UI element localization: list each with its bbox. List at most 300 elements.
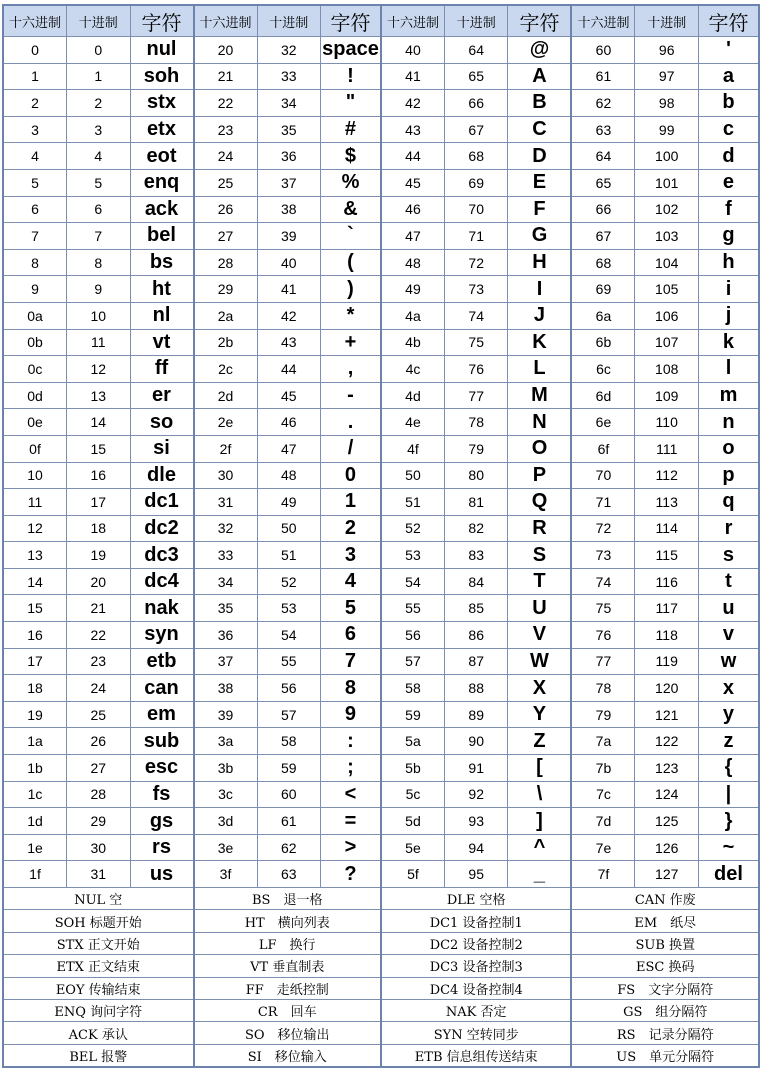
char-cell: | — [698, 781, 759, 808]
char-cell: can — [130, 675, 194, 702]
header-char: 字符 — [130, 5, 194, 37]
dec-cell: 50 — [257, 515, 321, 542]
hex-cell: 9 — [3, 276, 67, 303]
char-cell: em — [130, 701, 194, 728]
control-code-description: BEL 报警 — [3, 1044, 194, 1067]
dec-cell: 35 — [257, 116, 321, 143]
hex-cell: 26 — [194, 196, 258, 223]
char-cell: er — [130, 382, 194, 409]
dec-cell: 100 — [635, 143, 699, 170]
char-cell: nak — [130, 595, 194, 622]
dec-cell: 63 — [257, 861, 321, 888]
header-hex: 十六进制 — [571, 5, 635, 37]
char-cell: & — [321, 196, 381, 223]
hex-cell: 4b — [381, 329, 445, 356]
char-cell: ht — [130, 276, 194, 303]
hex-cell: 53 — [381, 542, 445, 569]
dec-cell: 110 — [635, 409, 699, 436]
dec-cell: 69 — [444, 169, 508, 196]
char-cell: V — [508, 622, 572, 649]
header-hex: 十六进制 — [194, 5, 258, 37]
hex-cell: 5 — [3, 169, 67, 196]
char-cell: L — [508, 356, 572, 383]
char-cell: ff — [130, 356, 194, 383]
char-cell: i — [698, 276, 759, 303]
hex-cell: 6 — [3, 196, 67, 223]
ascii-table — [2, 4, 760, 1068]
char-cell: . — [321, 409, 381, 436]
table-row — [3, 223, 759, 250]
hex-cell: 4 — [3, 143, 67, 170]
dec-cell: 58 — [257, 728, 321, 755]
char-cell: a — [698, 63, 759, 90]
table-row — [3, 169, 759, 196]
char-cell: s — [698, 542, 759, 569]
hex-cell: 5c — [381, 781, 445, 808]
dec-cell: 16 — [67, 462, 131, 489]
dec-cell: 25 — [67, 701, 131, 728]
char-cell: n — [698, 409, 759, 436]
hex-cell: 3c — [194, 781, 258, 808]
char-cell: z — [698, 728, 759, 755]
char-cell: g — [698, 223, 759, 250]
char-cell: ; — [321, 755, 381, 782]
hex-cell: 13 — [3, 542, 67, 569]
char-cell: q — [698, 489, 759, 516]
char-cell: j — [698, 302, 759, 329]
legend-row — [3, 1044, 759, 1067]
dec-cell: 1 — [67, 63, 131, 90]
hex-cell: 1f — [3, 861, 67, 888]
hex-cell: 32 — [194, 515, 258, 542]
dec-cell: 71 — [444, 223, 508, 250]
control-code-description: ACK 承认 — [3, 1022, 194, 1044]
hex-cell: 3f — [194, 861, 258, 888]
code-rows — [3, 37, 759, 888]
hex-cell: 2 — [3, 90, 67, 117]
char-cell: e — [698, 169, 759, 196]
table-row — [3, 249, 759, 276]
hex-cell: 7e — [571, 834, 635, 861]
hex-cell: 70 — [571, 462, 635, 489]
dec-cell: 53 — [257, 595, 321, 622]
hex-cell: 61 — [571, 63, 635, 90]
char-cell: I — [508, 276, 572, 303]
char-cell: = — [321, 808, 381, 835]
header-dec: 十进制 — [635, 5, 699, 37]
hex-cell: 44 — [381, 143, 445, 170]
hex-cell: 0b — [3, 329, 67, 356]
char-cell: m — [698, 382, 759, 409]
table-row — [3, 302, 759, 329]
hex-cell: 56 — [381, 622, 445, 649]
control-code-description: STX 正文开始 — [3, 932, 194, 954]
dec-cell: 122 — [635, 728, 699, 755]
hex-cell: 2d — [194, 382, 258, 409]
hex-cell: 6f — [571, 435, 635, 462]
char-cell: nl — [130, 302, 194, 329]
char-cell: us — [130, 861, 194, 888]
dec-cell: 57 — [257, 701, 321, 728]
hex-cell: 3 — [3, 116, 67, 143]
hex-cell: 17 — [3, 648, 67, 675]
hex-cell: 6e — [571, 409, 635, 436]
hex-cell: 64 — [571, 143, 635, 170]
dec-cell: 51 — [257, 542, 321, 569]
header-char: 字符 — [698, 5, 759, 37]
table-row — [3, 648, 759, 675]
legend-row — [3, 955, 759, 977]
dec-cell: 127 — [635, 861, 699, 888]
hex-cell: 5e — [381, 834, 445, 861]
char-cell: # — [321, 116, 381, 143]
char-cell: nul — [130, 37, 194, 64]
dec-cell: 77 — [444, 382, 508, 409]
char-cell: t — [698, 568, 759, 595]
dec-cell: 102 — [635, 196, 699, 223]
char-cell: / — [321, 435, 381, 462]
hex-cell: 67 — [571, 223, 635, 250]
dec-cell: 24 — [67, 675, 131, 702]
dec-cell: 60 — [257, 781, 321, 808]
control-code-description: FF 走纸控制 — [194, 977, 381, 999]
hex-cell: 1d — [3, 808, 67, 835]
char-cell: dc1 — [130, 489, 194, 516]
dec-cell: 119 — [635, 648, 699, 675]
dec-cell: 62 — [257, 834, 321, 861]
hex-cell: 25 — [194, 169, 258, 196]
hex-cell: 66 — [571, 196, 635, 223]
hex-cell: 63 — [571, 116, 635, 143]
hex-cell: 6c — [571, 356, 635, 383]
dec-cell: 59 — [257, 755, 321, 782]
hex-cell: 73 — [571, 542, 635, 569]
hex-cell: 0a — [3, 302, 67, 329]
control-code-description: BS 退一格 — [194, 888, 381, 910]
hex-cell: 20 — [194, 37, 258, 64]
char-cell: Z — [508, 728, 572, 755]
table-row — [3, 622, 759, 649]
char-cell: del — [698, 861, 759, 888]
control-code-description: SUB 换置 — [571, 932, 759, 954]
dec-cell: 81 — [444, 489, 508, 516]
hex-cell: 21 — [194, 63, 258, 90]
hex-cell: 43 — [381, 116, 445, 143]
table-row — [3, 435, 759, 462]
char-cell: 8 — [321, 675, 381, 702]
char-cell: F — [508, 196, 572, 223]
char-cell: 5 — [321, 595, 381, 622]
control-code-description: LF 换行 — [194, 932, 381, 954]
char-cell: vt — [130, 329, 194, 356]
table-row — [3, 196, 759, 223]
dec-cell: 115 — [635, 542, 699, 569]
char-cell: dc4 — [130, 568, 194, 595]
dec-cell: 124 — [635, 781, 699, 808]
char-cell: % — [321, 169, 381, 196]
control-code-description: FS 文字分隔符 — [571, 977, 759, 999]
hex-cell: 7f — [571, 861, 635, 888]
dec-cell: 87 — [444, 648, 508, 675]
control-code-description: GS 组分隔符 — [571, 999, 759, 1021]
hex-cell: 4c — [381, 356, 445, 383]
dec-cell: 126 — [635, 834, 699, 861]
control-code-description: US 单元分隔符 — [571, 1044, 759, 1067]
char-cell: C — [508, 116, 572, 143]
hex-cell: 77 — [571, 648, 635, 675]
dec-cell: 14 — [67, 409, 131, 436]
char-cell: U — [508, 595, 572, 622]
dec-cell: 52 — [257, 568, 321, 595]
hex-cell: 58 — [381, 675, 445, 702]
control-code-description: HT 横向列表 — [194, 910, 381, 932]
hex-cell: 6b — [571, 329, 635, 356]
hex-cell: 3d — [194, 808, 258, 835]
dec-cell: 56 — [257, 675, 321, 702]
dec-cell: 17 — [67, 489, 131, 516]
legend-row — [3, 999, 759, 1021]
char-cell: , — [321, 356, 381, 383]
hex-cell: 72 — [571, 515, 635, 542]
dec-cell: 92 — [444, 781, 508, 808]
control-code-description: SYN 空转同步 — [381, 1022, 572, 1044]
control-code-description: EOY 传输结束 — [3, 977, 194, 999]
char-cell: o — [698, 435, 759, 462]
char-cell: soh — [130, 63, 194, 90]
dec-cell: 65 — [444, 63, 508, 90]
dec-cell: 29 — [67, 808, 131, 835]
dec-cell: 48 — [257, 462, 321, 489]
hex-cell: 1b — [3, 755, 67, 782]
legend-row — [3, 932, 759, 954]
dec-cell: 15 — [67, 435, 131, 462]
dec-cell: 18 — [67, 515, 131, 542]
char-cell: p — [698, 462, 759, 489]
table-row — [3, 356, 759, 383]
hex-cell: 34 — [194, 568, 258, 595]
dec-cell: 42 — [257, 302, 321, 329]
dec-cell: 26 — [67, 728, 131, 755]
dec-cell: 68 — [444, 143, 508, 170]
dec-cell: 37 — [257, 169, 321, 196]
hex-cell: 33 — [194, 542, 258, 569]
dec-cell: 116 — [635, 568, 699, 595]
table-row — [3, 542, 759, 569]
hex-cell: 0f — [3, 435, 67, 462]
hex-cell: 40 — [381, 37, 445, 64]
hex-cell: 74 — [571, 568, 635, 595]
table-row — [3, 515, 759, 542]
char-cell: Q — [508, 489, 572, 516]
char-cell: < — [321, 781, 381, 808]
char-cell: E — [508, 169, 572, 196]
char-cell: M — [508, 382, 572, 409]
dec-cell: 114 — [635, 515, 699, 542]
dec-cell: 61 — [257, 808, 321, 835]
dec-cell: 120 — [635, 675, 699, 702]
hex-cell: 35 — [194, 595, 258, 622]
char-cell: ? — [321, 861, 381, 888]
dec-cell: 86 — [444, 622, 508, 649]
legend-row — [3, 1022, 759, 1044]
hex-cell: 1e — [3, 834, 67, 861]
control-code-description: ENQ 询问字符 — [3, 999, 194, 1021]
dec-cell: 75 — [444, 329, 508, 356]
control-code-description: DC3 设备控制3 — [381, 955, 572, 977]
dec-cell: 36 — [257, 143, 321, 170]
dec-cell: 5 — [67, 169, 131, 196]
control-code-description: RS 记录分隔符 — [571, 1022, 759, 1044]
dec-cell: 2 — [67, 90, 131, 117]
dec-cell: 54 — [257, 622, 321, 649]
dec-cell: 99 — [635, 116, 699, 143]
table-row — [3, 90, 759, 117]
dec-cell: 12 — [67, 356, 131, 383]
hex-cell: 23 — [194, 116, 258, 143]
hex-cell: 3b — [194, 755, 258, 782]
char-cell: T — [508, 568, 572, 595]
char-cell: d — [698, 143, 759, 170]
dec-cell: 13 — [67, 382, 131, 409]
header-dec: 十进制 — [257, 5, 321, 37]
table-row — [3, 37, 759, 64]
char-cell: f — [698, 196, 759, 223]
char-cell: * — [321, 302, 381, 329]
hex-cell: 60 — [571, 37, 635, 64]
dec-cell: 93 — [444, 808, 508, 835]
char-cell: u — [698, 595, 759, 622]
char-cell: " — [321, 90, 381, 117]
hex-cell: 1c — [3, 781, 67, 808]
hex-cell: 6a — [571, 302, 635, 329]
hex-cell: 78 — [571, 675, 635, 702]
table-row — [3, 568, 759, 595]
char-cell: ) — [321, 276, 381, 303]
hex-cell: 47 — [381, 223, 445, 250]
dec-cell: 105 — [635, 276, 699, 303]
dec-cell: 38 — [257, 196, 321, 223]
hex-cell: 16 — [3, 622, 67, 649]
dec-cell: 82 — [444, 515, 508, 542]
table-row — [3, 409, 759, 436]
dec-cell: 9 — [67, 276, 131, 303]
hex-cell: 36 — [194, 622, 258, 649]
dec-cell: 111 — [635, 435, 699, 462]
dec-cell: 83 — [444, 542, 508, 569]
char-cell: ` — [321, 223, 381, 250]
dec-cell: 76 — [444, 356, 508, 383]
dec-cell: 46 — [257, 409, 321, 436]
dec-cell: 40 — [257, 249, 321, 276]
dec-cell: 91 — [444, 755, 508, 782]
dec-cell: 44 — [257, 356, 321, 383]
dec-cell: 118 — [635, 622, 699, 649]
dec-cell: 70 — [444, 196, 508, 223]
dec-cell: 33 — [257, 63, 321, 90]
hex-cell: 76 — [571, 622, 635, 649]
legend-row — [3, 888, 759, 910]
hex-cell: 46 — [381, 196, 445, 223]
hex-cell: 22 — [194, 90, 258, 117]
dec-cell: 32 — [257, 37, 321, 64]
hex-cell: 41 — [381, 63, 445, 90]
char-cell: $ — [321, 143, 381, 170]
dec-cell: 107 — [635, 329, 699, 356]
char-cell: R — [508, 515, 572, 542]
hex-cell: 52 — [381, 515, 445, 542]
char-cell: dc2 — [130, 515, 194, 542]
dec-cell: 112 — [635, 462, 699, 489]
dec-cell: 101 — [635, 169, 699, 196]
hex-cell: 12 — [3, 515, 67, 542]
hex-cell: 0e — [3, 409, 67, 436]
table-row — [3, 382, 759, 409]
control-code-description: VT 垂直制表 — [194, 955, 381, 977]
table-row — [3, 861, 759, 888]
hex-cell: 8 — [3, 249, 67, 276]
dec-cell: 88 — [444, 675, 508, 702]
hex-cell: 30 — [194, 462, 258, 489]
dec-cell: 113 — [635, 489, 699, 516]
control-code-description: DC2 设备控制2 — [381, 932, 572, 954]
char-cell: y — [698, 701, 759, 728]
header-char: 字符 — [321, 5, 381, 37]
dec-cell: 89 — [444, 701, 508, 728]
hex-cell: 4e — [381, 409, 445, 436]
char-cell: x — [698, 675, 759, 702]
table-row — [3, 329, 759, 356]
table-row — [3, 701, 759, 728]
hex-cell: 4f — [381, 435, 445, 462]
char-cell: X — [508, 675, 572, 702]
dec-cell: 31 — [67, 861, 131, 888]
char-cell: K — [508, 329, 572, 356]
dec-cell: 6 — [67, 196, 131, 223]
hex-cell: 57 — [381, 648, 445, 675]
hex-cell: 2b — [194, 329, 258, 356]
hex-cell: 49 — [381, 276, 445, 303]
hex-cell: 68 — [571, 249, 635, 276]
hex-cell: 45 — [381, 169, 445, 196]
dec-cell: 30 — [67, 834, 131, 861]
char-cell: etb — [130, 648, 194, 675]
hex-cell: 11 — [3, 489, 67, 516]
dec-cell: 43 — [257, 329, 321, 356]
char-cell: si — [130, 435, 194, 462]
char-cell: esc — [130, 755, 194, 782]
control-code-description: NAK 否定 — [381, 999, 572, 1021]
hex-cell: 75 — [571, 595, 635, 622]
dec-cell: 27 — [67, 755, 131, 782]
legend-row — [3, 910, 759, 932]
dec-cell: 96 — [635, 37, 699, 64]
hex-cell: 7b — [571, 755, 635, 782]
hex-cell: 2e — [194, 409, 258, 436]
char-cell: : — [321, 728, 381, 755]
dec-cell: 8 — [67, 249, 131, 276]
char-cell: dc3 — [130, 542, 194, 569]
legend-row — [3, 977, 759, 999]
char-cell: enq — [130, 169, 194, 196]
dec-cell: 78 — [444, 409, 508, 436]
dec-cell: 109 — [635, 382, 699, 409]
dec-cell: 74 — [444, 302, 508, 329]
char-cell: 2 — [321, 515, 381, 542]
char-cell: 4 — [321, 568, 381, 595]
char-cell: D — [508, 143, 572, 170]
hex-cell: 2f — [194, 435, 258, 462]
char-cell: \ — [508, 781, 572, 808]
